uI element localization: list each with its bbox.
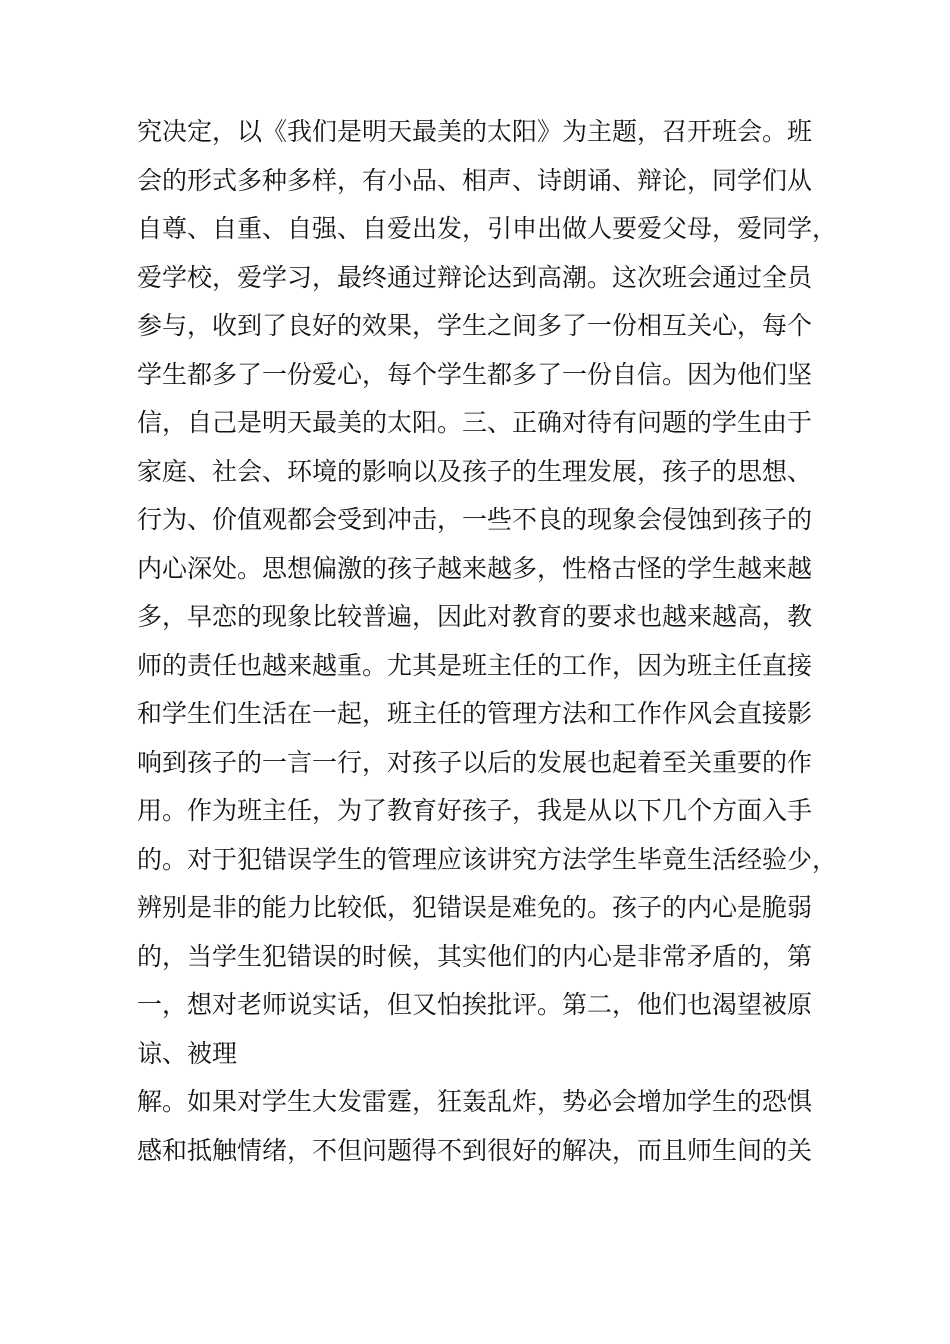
- text-line: 学生都多了一份爱心，每个学生都多了一份自信。因为他们坚: [137, 359, 813, 389]
- text-line: 感和抵触情绪，不但问题得不到很好的解决，而且师生间的关: [137, 1135, 813, 1165]
- text-line: 究决定，以《我们是明天最美的太阳》为主题，召开班会。班: [137, 117, 813, 146]
- text-line: 用。作为班主任，为了教育好孩子，我是从以下几个方面入手: [137, 796, 813, 825]
- text-line: 行为、价值观都会受到冲击，一些不良的现象会侵蚀到孩子的: [137, 505, 813, 534]
- text-line: 一，想对老师说实话，但又怕挨批评。第二，他们也渴望被原: [137, 990, 813, 1019]
- text-line: 和学生们生活在一起，班主任的管理方法和工作作风会直接影: [137, 699, 813, 728]
- text-line: 爱学校，爱学习，最终通过辩论达到高潮。这次班会通过全员: [137, 262, 813, 292]
- text-line: 辨别是非的能力比较低，犯错误是难免的。孩子的内心是脆弱: [137, 893, 813, 922]
- text-line: 响到孩子的一言一行，对孩子以后的发展也起着至关重要的作: [137, 747, 813, 777]
- text-line: 谅、被理: [137, 1038, 238, 1068]
- text-line: 的，当学生犯错误的时候，其实他们的内心是非常矛盾的，第: [137, 941, 813, 971]
- text-line: 自尊、自重、自强、自爱出发，引申出做人要爱父母，爱同学，: [137, 214, 838, 243]
- text-line: 师的责任也越来越重。尤其是班主任的工作，因为班主任直接: [137, 650, 813, 680]
- text-line: 内心深处。思想偏激的孩子越来越多，性格古怪的学生越来越: [137, 553, 813, 583]
- text-line: 多，早恋的现象比较普遍，因此对教育的要求也越来越高，教: [137, 602, 813, 631]
- text-line: 参与，收到了良好的效果，学生之间多了一份相互关心，每个: [137, 311, 813, 340]
- text-line: 家庭、社会、环境的影响以及孩子的生理发展，孩子的思想、: [137, 456, 813, 486]
- text-line: 信，自己是明天最美的太阳。三、正确对待有问题的学生由于: [137, 408, 813, 437]
- text-line: 的。对于犯错误学生的管理应该讲究方法学生毕竟生活经验少，: [137, 844, 838, 874]
- text-line: 解。如果对学生大发雷霆，狂轰乱炸，势必会增加学生的恐惧: [137, 1087, 813, 1116]
- text-line: 会的形式多种多样，有小品、相声、诗朗诵、辩论，同学们从: [137, 165, 813, 195]
- body-text: [137, 108, 837, 1175]
